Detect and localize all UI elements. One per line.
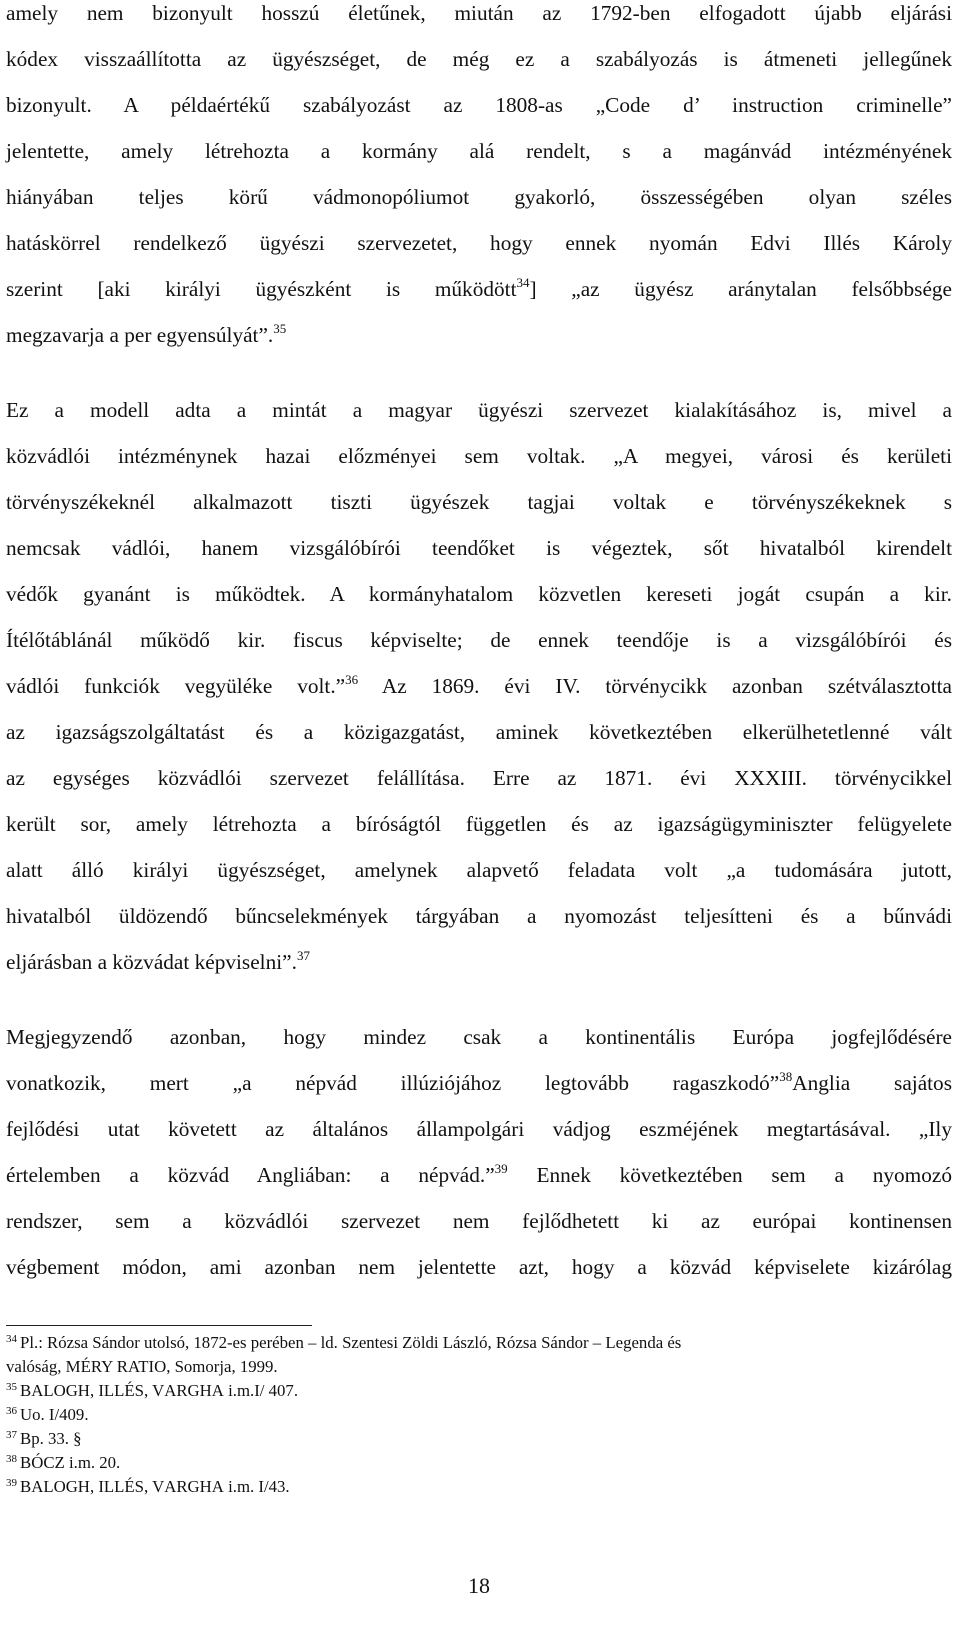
text-line: jelentette, amely létrehozta a kormány alá rendelt, s a magánvád intézményének [6, 139, 952, 163]
author-initial: , I [89, 1381, 104, 1400]
text-line: törvényszékeknél alkalmazott tiszti ügyészek tagjai voltak e törvényszékeknek s [6, 490, 952, 514]
footnote-ref-35[interactable]: 35 [273, 321, 287, 336]
text-line [6, 276, 952, 322]
footnote-text: Uo. I/409. [20, 1405, 89, 1424]
text-segment: vádlói funkciók vegyüléke volt.” [6, 674, 346, 698]
footnote-38 [6, 1453, 952, 1477]
text-line: alatt álló királyi ügyészséget, amelynek alapvető feladata volt „a tudomására jutott, [6, 858, 952, 882]
paragraph-1 [6, 0, 952, 368]
footnote-34 [6, 1333, 952, 1357]
text-line: kódex visszaállította az ügyészséget, de még ez a szabályozás is átmeneti jellegűnek [6, 47, 952, 71]
footnote-number: 36 [6, 1405, 17, 1417]
author-smallcaps: ARGHA [164, 1477, 224, 1496]
text-line: hatáskörrel rendelkező ügyészi szervezetet, hogy ennek nyomán Edvi Illés Károly [6, 231, 952, 255]
footnote-number: 38 [6, 1453, 17, 1465]
author-initial: , V [144, 1477, 165, 1496]
text-line: Megjegyzendő azonban, hogy mindez csak a kontinentális Európa jogfejlődésére [6, 1025, 952, 1049]
footnote-text: Bp. 33. § [20, 1429, 82, 1448]
text-line: az igazságszolgáltatást és a közigazgatást, aminek következtében elkerülhetetlenné vált [6, 720, 952, 744]
text-line: hivatalból üldözendő bűncselekmények tárgyában a nyomozást teljesítteni és a bűnvádi [6, 904, 952, 928]
text-line: került sor, amely létrehozta a bíróságtól független és az igazságügyminiszter felügyelete [6, 812, 952, 836]
author-initial: , I [89, 1477, 104, 1496]
footnote-separator [6, 1325, 312, 1326]
footnote-ref-39[interactable]: 39 [494, 1161, 508, 1176]
footnote-number: 37 [6, 1429, 17, 1441]
text-segment: Az 1869. évi IV. törvénycikk azonban szétválasztotta [358, 674, 952, 698]
author-smallcaps: LLÉS [103, 1381, 145, 1400]
text-line: bizonyult. A példaértékű szabályozást az 1808-as „Code d’ instruction criminelle” [6, 93, 952, 117]
footnote-34-cont: valóság, MÉRY RATIO, Somorja, 1999. [6, 1357, 278, 1376]
text-segment: ] „az ügyész aránytalan felsőbbsége [529, 277, 952, 301]
footnote-text: Pl.: Rózsa Sándor utolsó, 1872-es perében – ld. Szentesi Zöldi László, Rózsa Sándor – Legenda és [20, 1333, 682, 1352]
text-line: Ez a modell adta a mintát a magyar ügyészi szervezet kialakításához is, mivel a [6, 398, 952, 422]
footnote-39 [6, 1477, 952, 1501]
text-line [6, 1162, 952, 1208]
footnote-36 [6, 1405, 952, 1429]
footnote-ref-38[interactable]: 38 [779, 1069, 793, 1084]
text-segment: Ennek következtében sem a nyomozó [507, 1163, 952, 1187]
footnote-reference: i.m. I/43. [223, 1477, 290, 1496]
text-segment: szerint [aki királyi ügyészként is működött [6, 277, 517, 301]
footnote-ref-37[interactable]: 37 [296, 948, 310, 963]
footnote-number: 39 [6, 1477, 17, 1489]
author-initial: B [20, 1453, 32, 1472]
author-initial: , V [144, 1381, 165, 1400]
footnotes [6, 1333, 952, 1501]
footnote-35 [6, 1381, 952, 1405]
author-smallcaps: ALOGH [31, 1477, 90, 1496]
text-line: az egységes közvádlói szervezet felállítása. Erre az 1871. évi XXXIII. törvénycikkel [6, 766, 952, 790]
text-line [6, 322, 952, 368]
paragraph-2 [6, 397, 952, 995]
text-segment: eljárásban a közvádat képviselni”. [6, 950, 297, 974]
text-line: amely nem bizonyult hosszú életűnek, miután az 1792-ben elfogadott újabb eljárási [6, 1, 952, 25]
author-initial: B [20, 1477, 32, 1496]
text-line: hiányában teljes körű vádmonopóliumot gyakorló, összességében olyan széles [6, 185, 952, 209]
text-line: rendszer, sem a közvádlói szervezet nem fejlődhetett ki az európai kontinensen [6, 1209, 952, 1233]
footnote-ref-36[interactable]: 36 [345, 672, 359, 687]
footnote-number: 34 [6, 1333, 17, 1345]
text-line [6, 673, 952, 719]
text-segment: megzavarja a per egyensúlyát”. [6, 323, 274, 347]
text-line: nemcsak vádlói, hanem vizsgálóbírói teendőket is végeztek, sőt hivatalból kirendelt [6, 536, 952, 560]
text-line: közvádlói intézménynek hazai előzményei sem voltak. „A megyei, városi és kerületi [6, 444, 952, 468]
page-number: 18 [468, 1573, 490, 1598]
footnote-reference: i.m. 20. [64, 1453, 121, 1472]
footnote-number: 35 [6, 1381, 17, 1393]
text-line [6, 949, 952, 995]
paragraph-3 [6, 1024, 952, 1300]
footnote-37 [6, 1429, 952, 1453]
footnote-reference: i.m.I/ 407. [223, 1381, 299, 1400]
text-line: védők gyanánt is működtek. A kormányhatalom közvetlen kereseti jogát csupán a kir. [6, 582, 952, 606]
author-initial: B [20, 1381, 32, 1400]
text-line [6, 1070, 952, 1116]
document-page [6, 0, 952, 1640]
text-segment: vonatkozik, mert „a népvád illúziójához legtovább ragaszkodó” [6, 1071, 780, 1095]
text-line: végbement módon, ami azonban nem jelentette azt, hogy a közvád képviselete kizárólag [6, 1255, 952, 1279]
text-line: Ítélőtáblánál működő kir. fiscus képviselte; de ennek teendője is a vizsgálóbírói és [6, 628, 952, 652]
author-smallcaps: ARGHA [164, 1381, 224, 1400]
text-segment: értelemben a közvád Angliában: a népvád.” [6, 1163, 495, 1187]
footnote-ref-34[interactable]: 34 [516, 275, 530, 290]
author-smallcaps: LLÉS [103, 1477, 145, 1496]
text-line: fejlődési utat követett az általános állampolgári vádjog eszméjének megtartásával. „Ily [6, 1117, 952, 1141]
text-segment: Anglia sajátos [792, 1071, 952, 1095]
author-smallcaps: ALOGH [31, 1381, 90, 1400]
author-smallcaps: ÓCZ [31, 1453, 65, 1472]
